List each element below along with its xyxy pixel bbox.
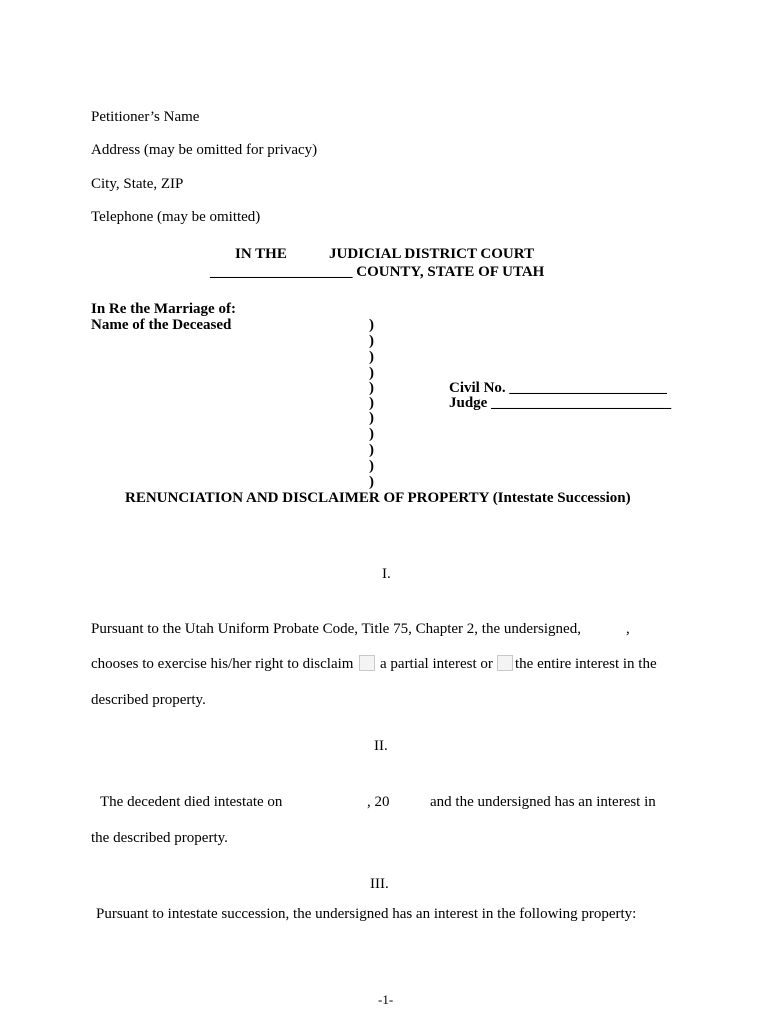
deceased-name: Name of the Deceased [91,317,232,333]
page-number: -1- [378,992,394,1007]
death-date-label: The decedent died intestate on [100,794,283,810]
petitioner-telephone: Telephone (may be omitted) [91,209,261,225]
court-in-the: IN THE [235,246,287,262]
section-1-comma: , [626,621,630,637]
judge-line: Judge ________________________ [449,395,672,411]
section-2-number: II. [374,738,388,754]
caption-paren: ) [369,458,374,474]
document-title: RENUNCIATION AND DISCLAIMER OF PROPERTY (Intestate Succession) [125,490,631,506]
caption-paren: ) [369,317,374,333]
caption-paren: ) [369,349,374,365]
section-1-line-1: Pursuant to the Utah Uniform Probate Code, Title 75, Chapter 2, the undersigned, [91,621,581,637]
section-2-line-1-end: and the undersigned has an interest in [430,794,656,810]
section-3-line-1: Pursuant to intestate succession, the undersigned has an interest in the following property: [96,906,637,922]
caption-paren: ) [369,395,374,411]
entire-interest-checkbox[interactable] [497,655,513,671]
caption-paren: ) [369,474,374,490]
section-1-line-2-start: chooses to exercise his/her right to disclaim [91,656,354,672]
caption-paren: ) [369,365,374,381]
court-district: JUDICIAL DISTRICT COURT [329,246,535,262]
death-year-prefix: , 20 [367,794,390,810]
caption-paren: ) [369,333,374,349]
section-3-number: III. [370,876,389,892]
section-1-line-3: described property. [91,692,206,708]
entire-interest-label: the entire interest in the [515,656,657,672]
partial-interest-label: a partial interest or [380,656,493,672]
civil-number: Civil No. _____________________ [449,380,667,396]
section-2-line-2: the described property. [91,830,228,846]
partial-interest-checkbox[interactable] [359,655,375,671]
caption-paren: ) [369,410,374,426]
in-re-label: In Re the Marriage of: [91,301,236,317]
court-county-line: ___________________ COUNTY, STATE OF UTAH [210,264,545,280]
petitioner-city-state-zip: City, State, ZIP [91,176,184,192]
petitioner-name: Petitioner’s Name [91,109,200,125]
caption-paren: ) [369,442,374,458]
section-1-number: I. [382,566,391,582]
caption-paren: ) [369,426,374,442]
petitioner-address: Address (may be omitted for privacy) [91,142,318,158]
caption-paren: ) [369,380,374,396]
